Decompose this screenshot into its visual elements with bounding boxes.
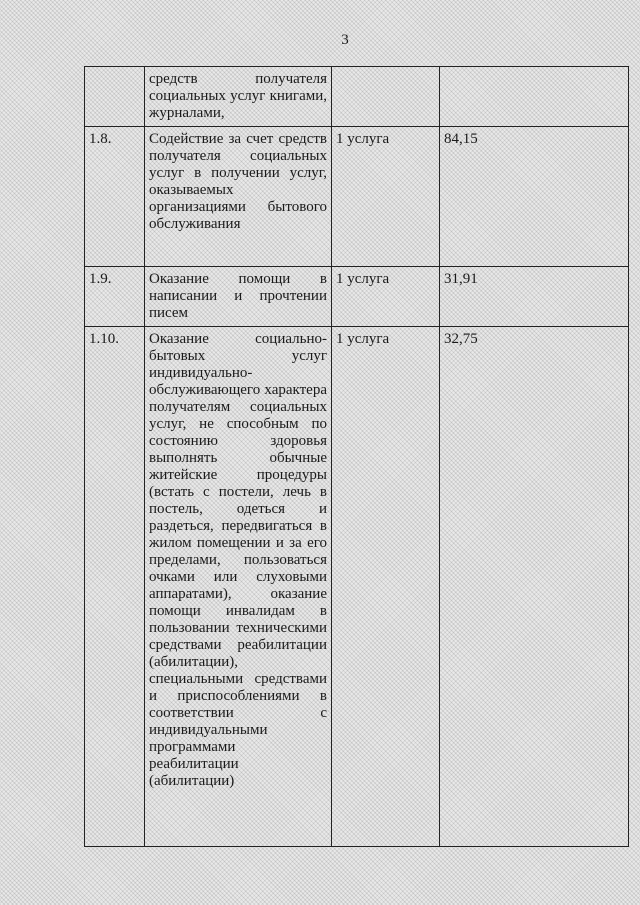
row-number: 1.10. [85, 327, 145, 847]
row-number [85, 67, 145, 127]
service-description: средств получателя социальных услуг книгами, журналами, [145, 67, 332, 127]
services-table [84, 66, 629, 847]
service-description: Оказание социально-бытовых услуг индивидуально-обслуживающего характера получателям социальных услуг, не способным по состоянию здоровья выполнять обычные житейские процедуры (встать с постели, лечь в постель, одеться и раздеться, передвигаться в жилом помещении и за его пределами, пользоваться очками или слуховыми аппаратами), оказание помощи инвалидам в пользовании техническими средствами реабилитации (абилитации), специальными средствами и приспособлениями в соответствии с индивидуальными программами реабилитации (абилитации) [145, 327, 332, 847]
table-row [85, 127, 629, 267]
service-price: 31,91 [440, 267, 629, 327]
row-number: 1.9. [85, 267, 145, 327]
service-price [440, 67, 629, 127]
service-description: Содействие за счет средств получателя социальных услуг в получении услуг, оказываемых организациями бытового обслуживания [145, 127, 332, 267]
service-price: 32,75 [440, 327, 629, 847]
service-unit [332, 67, 440, 127]
page-number: 3 [341, 32, 349, 48]
table-row [85, 327, 629, 847]
service-unit: 1 услуга [332, 327, 440, 847]
table-row [85, 267, 629, 327]
table-row [85, 67, 629, 127]
row-number: 1.8. [85, 127, 145, 267]
service-unit: 1 услуга [332, 127, 440, 267]
service-unit: 1 услуга [332, 267, 440, 327]
service-price: 84,15 [440, 127, 629, 267]
service-description: Оказание помощи в написании и прочтении писем [145, 267, 332, 327]
